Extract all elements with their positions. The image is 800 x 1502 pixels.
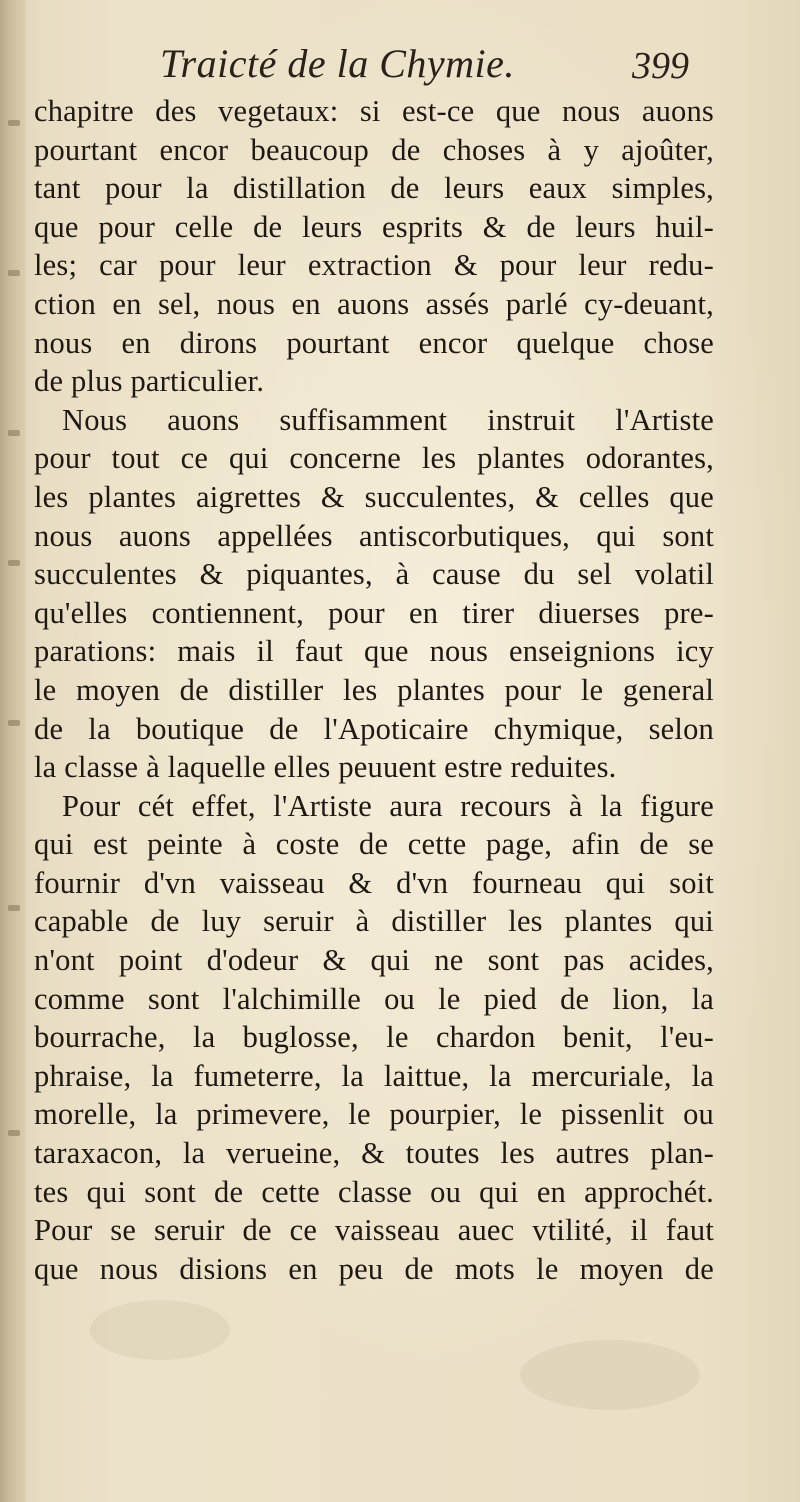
paragraph-first-line: Pour cét effet, l'Artiste aura recours à la figure bbox=[62, 788, 714, 823]
text-line: comme sont l'alchimille ou le pied de lion, la bbox=[34, 981, 714, 1016]
text-line: de la boutique de l'Apoticaire chymique, selon bbox=[34, 711, 714, 746]
running-title: Traicté de la Chymie. bbox=[160, 41, 515, 86]
text-line: bourrache, la buglosse, le chardon benit, l'eu- bbox=[34, 1020, 714, 1055]
text-line: ction en sel, nous en auons assés parlé cy-deuant, bbox=[34, 286, 714, 321]
paper-stain bbox=[520, 1340, 700, 1410]
paper-stain bbox=[90, 1300, 230, 1360]
text-line: n'ont point d'odeur & qui ne sont pas acides, bbox=[34, 943, 714, 978]
paragraph-first-line: Nous auons suffisamment instruit l'Artiste bbox=[62, 402, 714, 437]
page-gutter bbox=[0, 0, 26, 1502]
text-line: le moyen de distiller les plantes pour le general bbox=[34, 672, 714, 707]
text-line: Pour se seruir de ce vaisseau auec vtilité, il faut bbox=[34, 1213, 714, 1248]
text-line: morelle, la primevere, le pourpier, le pissenlit ou bbox=[34, 1097, 714, 1132]
text-line: tes qui sont de cette classe ou qui en approchét. bbox=[34, 1174, 714, 1209]
text-line: les plantes aigrettes & succulentes, & celles que bbox=[34, 479, 714, 514]
text-line: fournir d'vn vaisseau & d'vn fourneau qui soit bbox=[34, 865, 714, 900]
text-line: chapitre des vegetaux: si est-ce que nous auons bbox=[34, 94, 714, 128]
text-line: tant pour la distillation de leurs eaux simples, bbox=[34, 171, 714, 206]
page-header bbox=[0, 38, 800, 98]
text-line: pourtant encor beaucoup de choses à y ajoûter, bbox=[34, 132, 714, 167]
binding-mark bbox=[8, 720, 20, 726]
binding-mark bbox=[8, 1130, 20, 1136]
binding-mark bbox=[8, 270, 20, 276]
page-number: 399 bbox=[632, 45, 689, 87]
binding-mark bbox=[8, 430, 20, 436]
binding-mark bbox=[8, 560, 20, 566]
text-line: parations: mais il faut que nous enseignions icy bbox=[34, 634, 714, 669]
text-line: qu'elles contiennent, pour en tirer diuerses pre- bbox=[34, 595, 714, 630]
body-text bbox=[34, 92, 714, 1288]
text-line: taraxacon, la verueine, & toutes les autres plan- bbox=[34, 1136, 714, 1171]
text-line: les; car pour leur extraction & pour leur redu- bbox=[34, 248, 714, 283]
text-line: succulentes & piquantes, à cause du sel volatil bbox=[34, 557, 714, 592]
text-line: que pour celle de leurs esprits & de leurs huil- bbox=[34, 209, 714, 244]
text-line: nous en dirons pourtant encor quelque chose bbox=[34, 325, 714, 360]
text-line: que nous disions en peu de mots le moyen de bbox=[34, 1251, 714, 1286]
text-line: de plus particulier. bbox=[34, 364, 265, 399]
text-line: nous auons appellées antiscorbutiques, qui sont bbox=[34, 518, 714, 553]
binding-mark bbox=[8, 905, 20, 911]
text-line: pour tout ce qui concerne les plantes odorantes, bbox=[34, 441, 714, 476]
text-line: la classe à laquelle elles peuuent estre reduites. bbox=[34, 750, 617, 785]
binding-mark bbox=[8, 120, 20, 126]
text-line: qui est peinte à coste de cette page, afin de se bbox=[34, 827, 714, 862]
text-line: capable de luy seruir à distiller les plantes qui bbox=[34, 904, 714, 939]
text-line: phraise, la fumeterre, la laittue, la mercuriale, la bbox=[34, 1058, 714, 1093]
